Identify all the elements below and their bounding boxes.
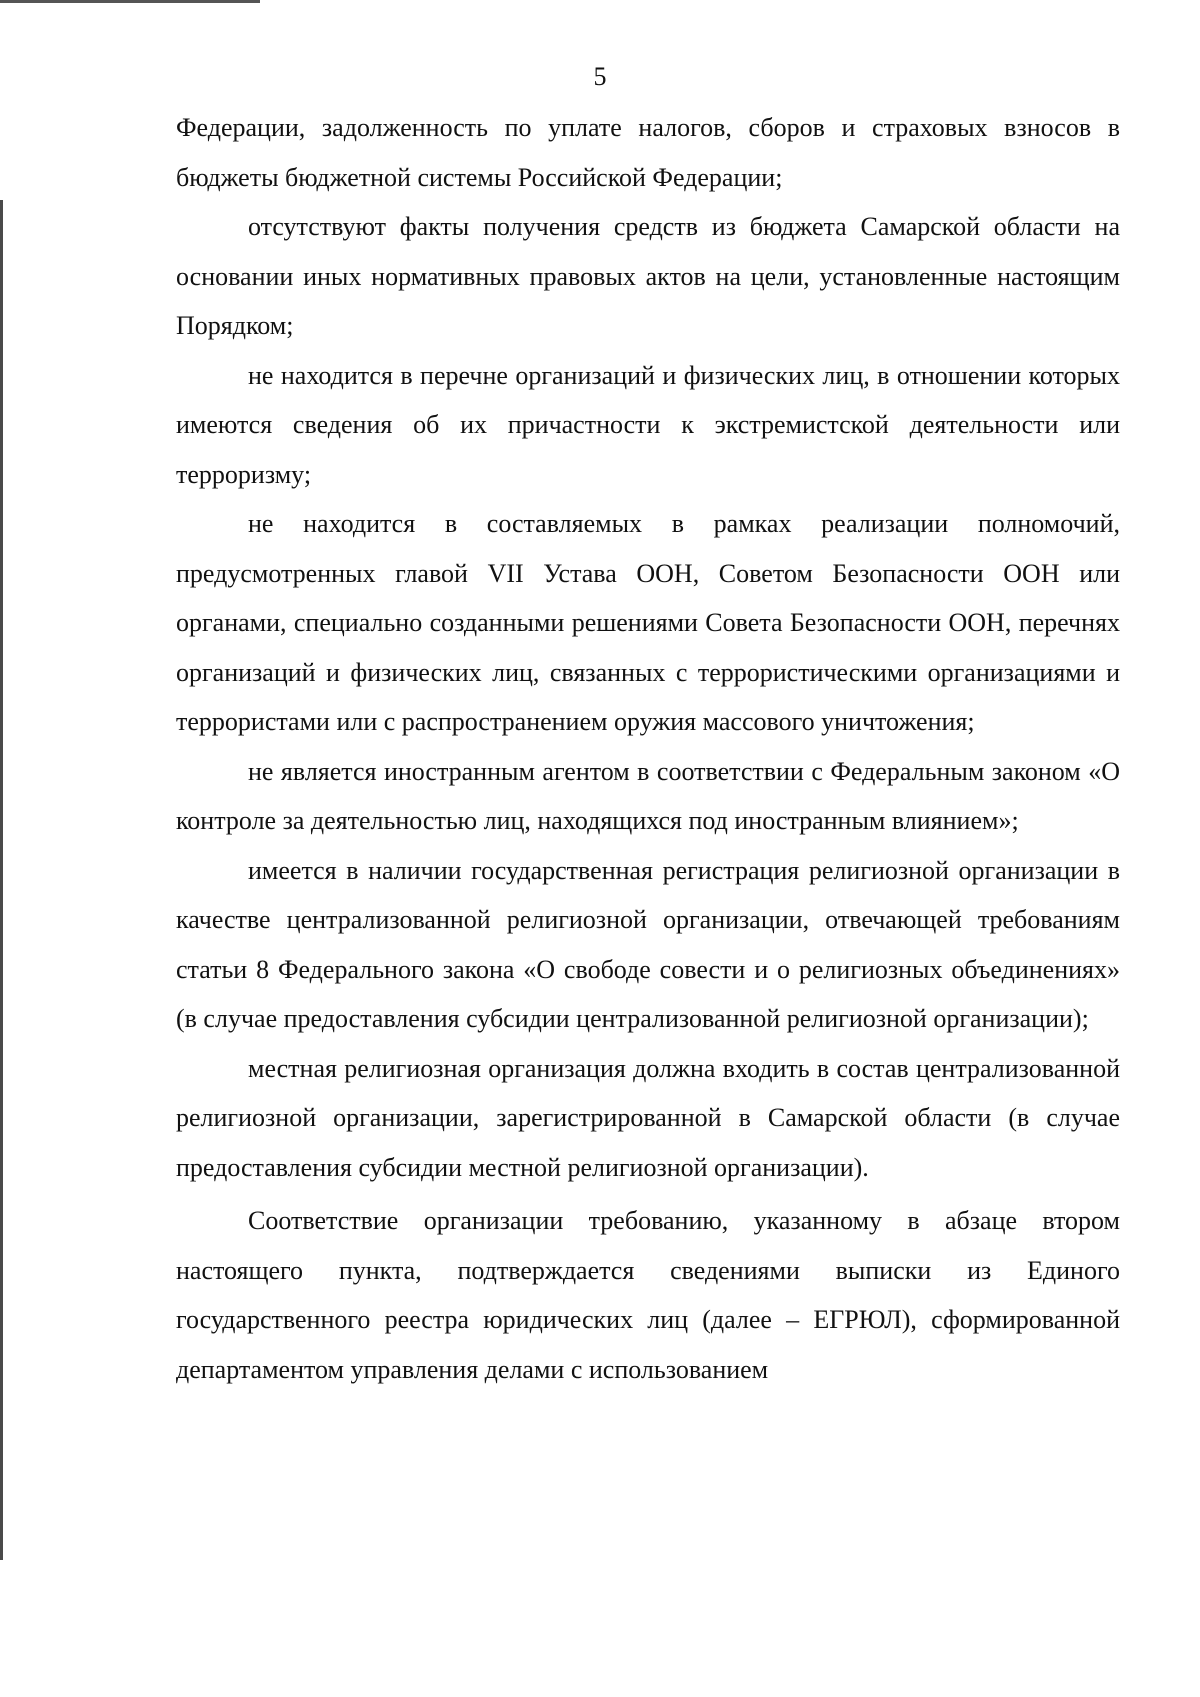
paragraph-continuation: Федерации, задолженность по уплате налогов, сборов и страховых взносов в бюджеты бюджетной системы Российской Федерации; — [176, 113, 1120, 192]
paragraph-not-foreign-agent: не является иностранным агентом в соответствии с Федеральным законом «О контроле за деятельностью лиц, находящихся под иностранным влиянием»; — [176, 756, 1120, 835]
scan-artifact-top — [0, 0, 260, 3]
paragraph-local-organization: местная религиозная организация должна входить в состав централизованной религиозной организации, зарегистрированной в Самарской области (в случае предоставления субсидии местной религиозной организации). — [176, 1053, 1120, 1182]
scan-artifact-left-edge — [0, 200, 3, 1560]
paragraph-egrul-compliance: Соответствие организации требованию, указанному в абзаце втором настоящего пункта, подтверждается сведениями выписки из Единого государственного реестра юридических лиц (далее – ЕГРЮЛ), сформированной департаментом управления делами с использованием — [176, 1206, 1120, 1384]
paragraph-state-registration: имеется в наличии государственная регистрация религиозной организации в качестве централизованной религиозной организации, отвечающей требованиям статьи 8 Федерального закона «О свободе совести и о религиозных объединениях» (в случае предоставления субсидии централизованной религиозной организации); — [176, 855, 1120, 1033]
page-number: 5 — [593, 62, 607, 91]
document-body — [176, 103, 1120, 1394]
paragraph-no-budget-funds: отсутствуют факты получения средств из бюджета Самарской области на основании иных нормативных правовых актов на цели, установленные настоящим Порядком; — [176, 212, 1120, 340]
paragraph-not-extremist-list: не находится в перечне организаций и физических лиц, в отношении которых имеются сведения об их причастности к экстремистской деятельности или терроризму; — [176, 360, 1120, 489]
paragraph-not-un-list: не находится в составляемых в рамках реализации полномочий, предусмотренных главой VII Устава ООН, Советом Безопасности ООН или органами, специально созданными решениями Совета Безопасности ООН, перечнях организаций и физических лиц, связанных с террористическими организациями и террористами или с распространением оружия массового уничтожения; — [176, 509, 1120, 736]
